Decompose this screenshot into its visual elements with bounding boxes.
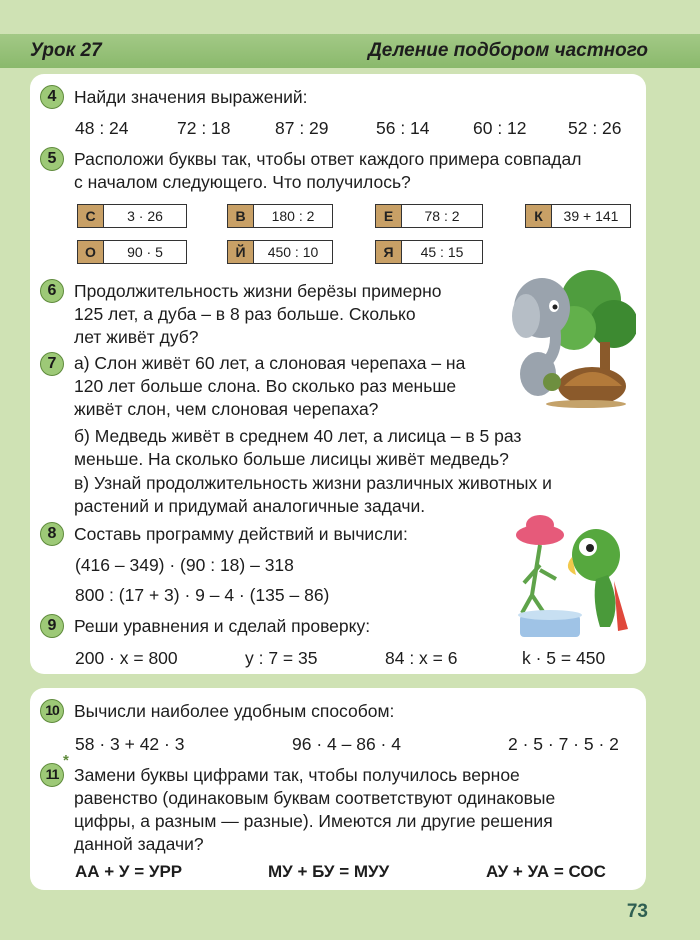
task-number-11: 11 [40,763,64,787]
lesson-topic: Деление подбором частного [368,40,648,61]
task-number-4: 4 [40,85,64,109]
task-number-10: 10 [40,699,64,723]
card-expression: 3 · 26 [127,208,163,224]
card-expression: 90 · 5 [127,244,163,260]
task-9-text: Реши уравнения и сделай проверку: [74,616,371,636]
task-6-line: лет живёт дуб? [74,327,199,347]
letter-card [227,240,333,264]
task-11-line: данной задачи? [74,834,204,854]
task-11-line: равенство (одинаковым буквам соответствуют одинаковые [74,788,556,808]
task-9-equation: 84 : x = 6 [385,648,458,668]
task-11-puzzle: АА + У = УРР [75,862,183,881]
task-11-puzzle: АУ + УА = СОС [486,862,606,881]
task-4-expression: 52 : 26 [568,118,622,138]
task-6-line: Продолжительность жизни берёзы примерно [74,281,442,301]
task-5-line: с началом следующего. Что получилось? [74,172,411,192]
difficulty-star: * [63,752,69,769]
task-9-equation: k · 5 = 450 [522,648,606,668]
task-7b-line: б) Медведь живёт в среднем 40 лет, а лисица – в 5 раз [74,426,522,446]
task-5-line: Расположи буквы так, чтобы ответ каждого примера совпадал [74,149,582,169]
task-4-text: Найди значения выражений: [74,87,308,107]
card-expression: 180 : 2 [271,208,315,224]
task-number-8: 8 [40,522,64,546]
task-4-expression: 72 : 18 [177,118,231,138]
task-10-text: Вычисли наиболее удобным способом: [74,701,395,721]
parrot-illustration [510,515,635,650]
card-letter: О [78,241,104,263]
letter-card [227,204,333,228]
task-10-expression: 96 · 4 – 86 · 4 [292,734,401,754]
task-7b-line: меньше. На сколько больше лисицы живёт медведь? [74,449,509,469]
card-letter: В [228,205,254,227]
task-11-line: цифры, а разным — разные). Имеются ли другие решения [74,811,553,831]
task-8-expression: 800 : (17 + 3) · 9 – 4 · (135 – 86) [75,585,330,605]
task-4-expression: 87 : 29 [275,118,329,138]
task-7c-line: растений и придумай аналогичные задачи. [74,496,426,516]
card-letter: Й [228,241,254,263]
task-6-line: 125 лет, а дуба – в 8 раз больше. Сколько [74,304,416,324]
elephant-turtle-illustration [496,262,636,412]
card-expression: 39 + 141 [563,208,619,224]
letter-card [77,240,187,264]
letter-card [375,204,483,228]
card-letter: К [526,205,552,227]
task-number-5: 5 [40,147,64,171]
card-letter: С [78,205,104,227]
task-7c-line: в) Узнай продолжительность жизни различных животных и [74,473,552,493]
task-10-expression: 58 · 3 + 42 · 3 [75,734,185,754]
letter-card [77,204,187,228]
task-4-expression: 60 : 12 [473,118,527,138]
task-7a-line: живёт слон, чем слоновая черепаха? [74,399,379,419]
card-letter: Я [376,241,402,263]
letter-card [375,240,483,264]
task-4-expression: 48 : 24 [75,118,129,138]
task-9-equation: y : 7 = 35 [245,648,318,668]
letter-card [525,204,631,228]
card-letter: Е [376,205,402,227]
task-7a-line: а) Слон живёт 60 лет, а слоновая черепаха – на [74,353,466,373]
task-11-puzzle: МУ + БУ = МУУ [268,862,390,881]
task-10-expression: 2 · 5 · 7 · 5 · 2 [508,734,619,754]
lesson-number: Урок 27 [30,40,102,61]
task-8-text: Составь программу действий и вычисли: [74,524,408,544]
task-8-expression: (416 – 349) · (90 : 18) – 318 [75,555,294,575]
card-expression: 78 : 2 [424,208,460,224]
task-number-6: 6 [40,279,64,303]
task-9-equation: 200 · x = 800 [75,648,178,668]
card-expression: 450 : 10 [267,244,319,260]
task-number-7: 7 [40,352,64,376]
page-number: 73 [626,901,648,922]
task-7a-line: 120 лет больше слона. Во сколько раз меньше [74,376,457,396]
task-number-9: 9 [40,614,64,638]
task-11-line: Замени буквы цифрами так, чтобы получилось верное [74,765,520,785]
task-4-expression: 56 : 14 [376,118,430,138]
card-expression: 45 : 15 [420,244,464,260]
